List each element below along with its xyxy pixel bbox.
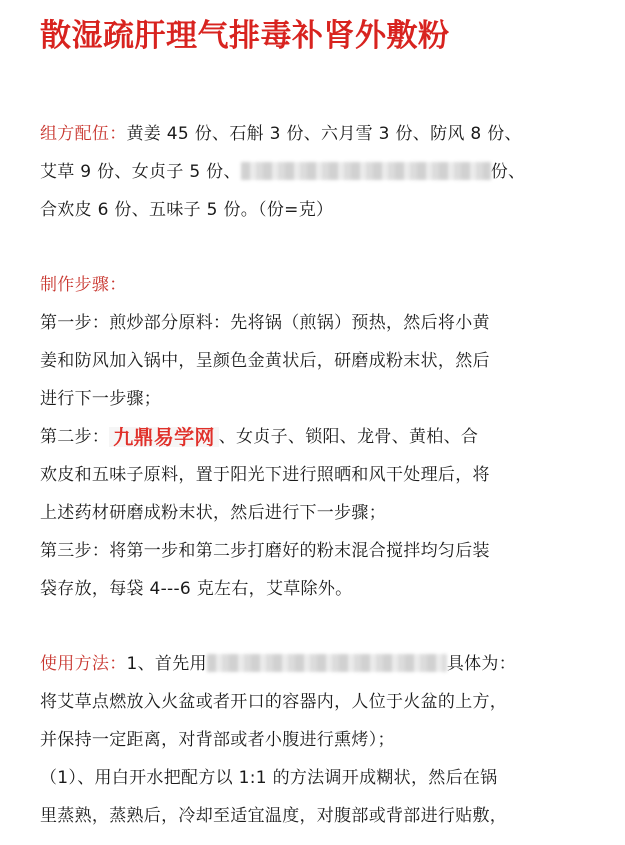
- step1-line-2: 姜和防风加入锅中，呈颜色金黄状后，研磨成粉末状，然后: [40, 351, 490, 371]
- usage-line-3: 并保持一定距离，对背部或者小腹进行熏烤）；: [40, 730, 395, 750]
- redacted-blur: [241, 162, 491, 180]
- formula-text-2b: 份、: [490, 162, 526, 182]
- formula-label: 组方配伍：: [40, 124, 127, 144]
- usage-line-4: （1）、用白开水把配方以 1:1 的方法调开成糊状，然后在锅: [40, 768, 498, 788]
- formula-line-2: [40, 162, 525, 182]
- steps-label: 制作步骤：: [40, 275, 127, 295]
- step2-line-3: 上述药材研磨成粉末状，然后进行下一步骤；: [40, 503, 386, 523]
- step3-line-2: 袋存放，每袋 4---6 克左右，艾草除外。: [40, 579, 353, 599]
- page-title: 散湿疏肝理气排毒补肾外敷粉: [40, 18, 450, 54]
- formula-line-1: [40, 124, 522, 144]
- step2-line-1: [40, 427, 478, 447]
- formula-text-1: 黄姜 45 份、石斛 3 份、六月雪 3 份、防风 8 份、: [126, 124, 522, 144]
- redacted-blur: [207, 654, 447, 672]
- watermark: 九鼎易学网: [109, 427, 219, 447]
- usage-line-2: 将艾草点燃放入火盆或者开口的容器内，人位于火盆的上方，: [40, 692, 508, 712]
- usage-text-1a: 1、首先用: [126, 654, 207, 674]
- formula-line-3: 合欢皮 6 份、五味子 5 份。（份=克）: [40, 200, 334, 220]
- usage-line-5: 里蒸熟，蒸熟后，冷却至适宜温度，对腹部或背部进行贴敷，: [40, 806, 508, 826]
- step3-line-1: 第三步：将第一步和第二步打磨好的粉末混合搅拌均匀后装: [40, 541, 490, 561]
- formula-text-2a: 艾草 9 份、女贞子 5 份、: [40, 162, 241, 182]
- step2-text-1: 、女贞子、锁阳、龙骨、黄柏、合: [218, 427, 479, 447]
- usage-label: 使用方法：: [40, 654, 127, 674]
- step2-line-2: 欢皮和五味子原料，置于阳光下进行照晒和风干处理后，将: [40, 465, 490, 485]
- usage-text-1b: 具体为：: [446, 654, 517, 674]
- step1-line-3: 进行下一步骤；: [40, 389, 162, 409]
- step1-line-1: 第一步：煎炒部分原料：先将锅（煎锅）预热，然后将小黄: [40, 313, 490, 333]
- step2-prefix: 第二步：: [40, 427, 110, 447]
- usage-line-1: [40, 654, 516, 674]
